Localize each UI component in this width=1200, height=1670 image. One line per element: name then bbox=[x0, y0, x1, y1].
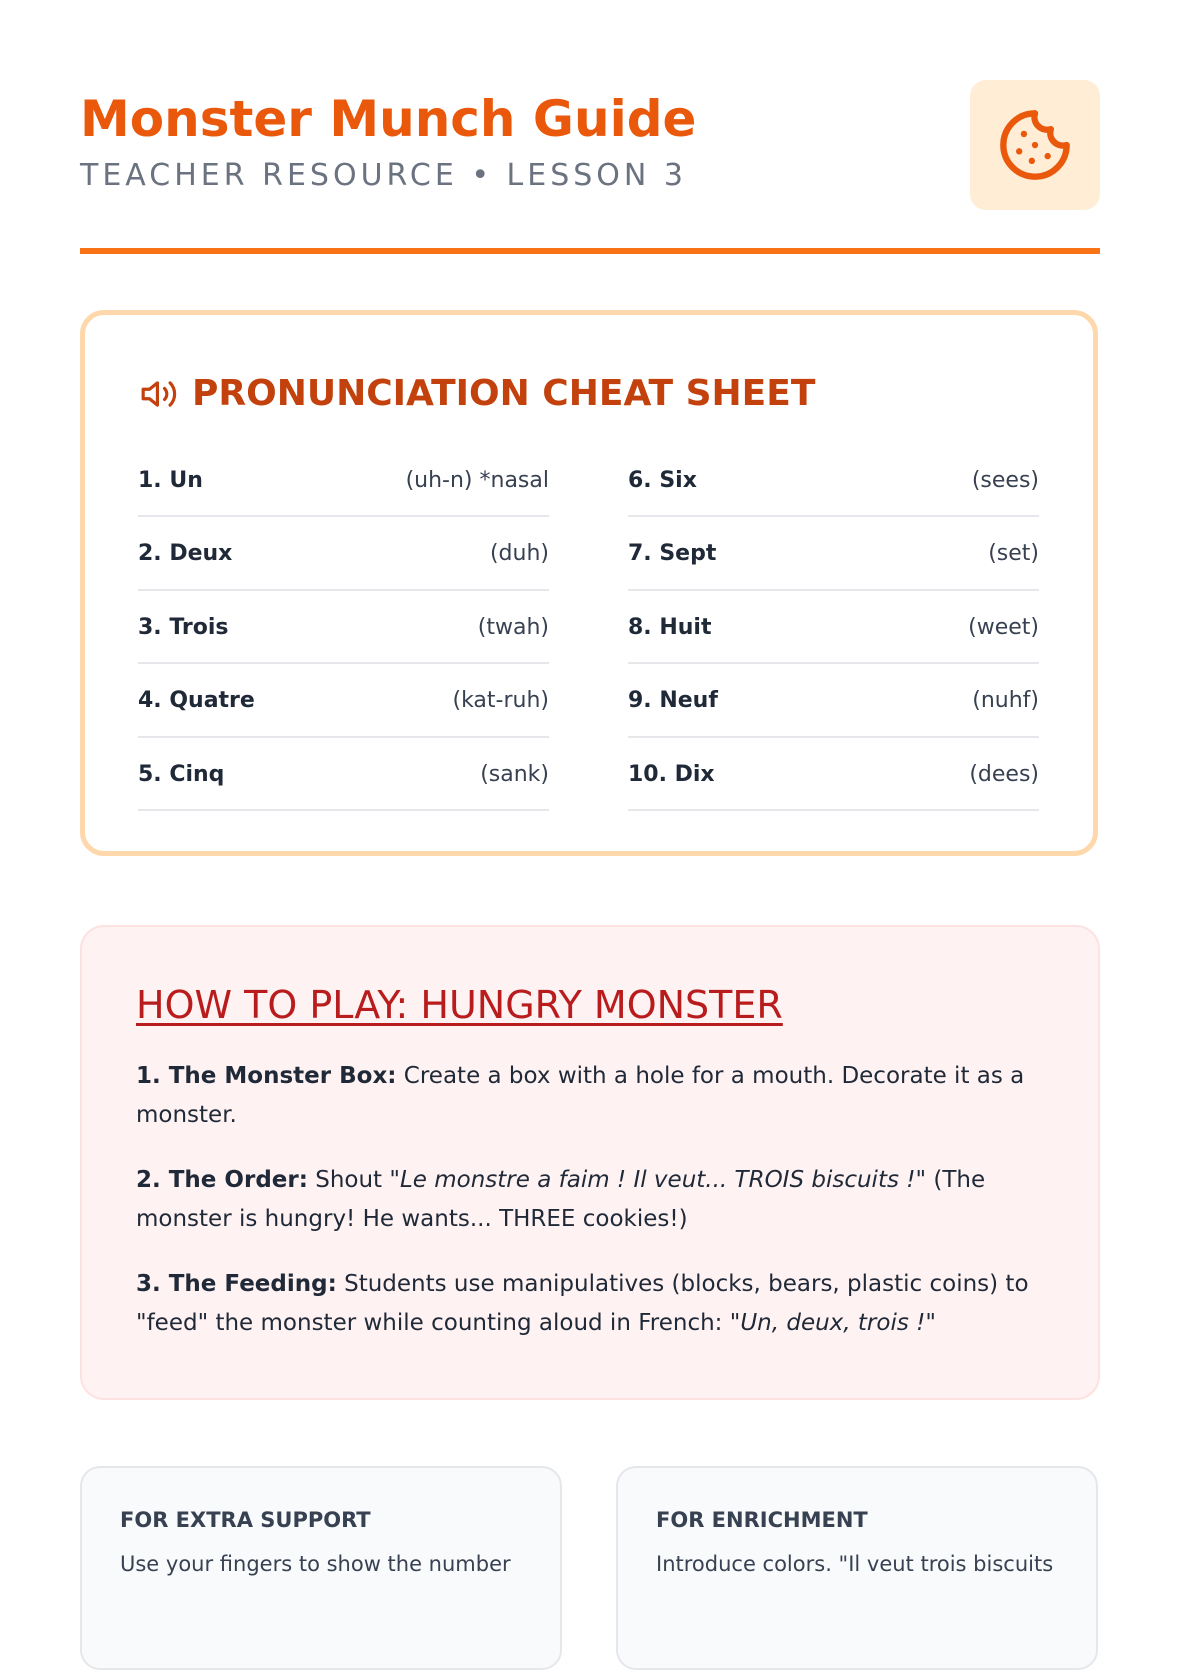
pronunciation-row bbox=[138, 445, 549, 517]
number-word: 3. Trois bbox=[138, 614, 229, 640]
tip-body: Introduce colors. "Il veut trois biscuits bbox=[656, 1552, 1054, 1576]
tip-title: FOR ENRICHMENT bbox=[656, 1508, 868, 1532]
number-word: 7. Sept bbox=[628, 541, 717, 566]
pronunciation-heading bbox=[140, 373, 815, 414]
pronunciation-card bbox=[80, 310, 1098, 856]
number-word: 4. Quatre bbox=[138, 688, 255, 713]
number-word: 8. Huit bbox=[628, 614, 712, 640]
step-text: Students use manipulatives (blocks, bears, plastic coins) to "feed" the monster while counting aloud in French: bbox=[136, 1271, 1029, 1336]
tip-body: Use your fingers to show the number bbox=[120, 1552, 511, 1576]
number-word: 9. Neuf bbox=[628, 688, 718, 713]
divider bbox=[80, 248, 1100, 254]
pronunciation-row bbox=[628, 592, 1039, 664]
pronunciation: (weet) bbox=[968, 614, 1039, 640]
pronunciation: (duh) bbox=[489, 541, 549, 566]
pronunciation: (twah) bbox=[477, 614, 549, 640]
step-text: Create a box with a hole for a mouth. Decorate it as a monster. bbox=[136, 1063, 1025, 1128]
number-word: 6. Six bbox=[628, 467, 697, 493]
game-heading: HOW TO PLAY: HUNGRY MONSTER bbox=[136, 983, 783, 1027]
step-quote: "Le monstre a faim ! Il veut... TROIS biscuits !" bbox=[389, 1167, 927, 1193]
number-word: 1. Un bbox=[138, 467, 203, 493]
cookie-icon bbox=[997, 107, 1073, 183]
number-word: 5. Cinq bbox=[138, 761, 225, 787]
heading-text: PRONUNCIATION CHEAT SHEET bbox=[192, 373, 816, 414]
step-translation: (The monster is hungry! He wants... THREE cookies!) bbox=[136, 1167, 986, 1232]
number-word: 2. Deux bbox=[138, 541, 233, 566]
step bbox=[136, 1265, 1036, 1343]
number-word: 10. Dix bbox=[628, 761, 715, 787]
pronunciation-row bbox=[138, 739, 549, 811]
page-title: Monster Munch Guide bbox=[80, 90, 697, 148]
tip-title: FOR EXTRA SUPPORT bbox=[120, 1508, 371, 1532]
page-subtitle: TEACHER RESOURCE • LESSON 3 bbox=[80, 158, 687, 193]
game-instructions-card bbox=[80, 925, 1100, 1400]
pronunciation: (dees) bbox=[969, 761, 1039, 787]
pronunciation-row bbox=[628, 666, 1039, 738]
pronunciation: (uh-n) *nasal bbox=[405, 467, 549, 493]
pronunciation-column-left bbox=[138, 445, 549, 813]
step-label: 3. The Feeding: bbox=[136, 1271, 337, 1297]
pronunciation: (kat-ruh) bbox=[452, 688, 549, 713]
step bbox=[136, 1161, 1036, 1239]
pronunciation-row bbox=[138, 666, 549, 738]
header bbox=[80, 80, 1100, 210]
step-text: Shout bbox=[307, 1167, 390, 1193]
logo bbox=[970, 80, 1100, 210]
pronunciation-row bbox=[138, 592, 549, 664]
speaker-icon bbox=[140, 375, 178, 413]
pronunciation-row bbox=[628, 445, 1039, 517]
step-label: 2. The Order: bbox=[136, 1167, 308, 1193]
pronunciation-row bbox=[138, 519, 549, 591]
pronunciation-row bbox=[628, 739, 1039, 811]
pronunciation-column-right bbox=[628, 445, 1039, 813]
pronunciation: (set) bbox=[988, 541, 1039, 566]
step bbox=[136, 1057, 1036, 1135]
game-steps bbox=[136, 1057, 1036, 1369]
enrichment-card bbox=[616, 1466, 1098, 1670]
extra-support-card bbox=[80, 1466, 562, 1670]
pronunciation: (sank) bbox=[480, 761, 549, 787]
pronunciation: (sees) bbox=[971, 467, 1039, 493]
pronunciation-row bbox=[628, 519, 1039, 591]
pronunciation: (nuhf) bbox=[972, 688, 1039, 713]
step-label: 1. The Monster Box: bbox=[136, 1063, 397, 1089]
step-quote: "Un, deux, trois !" bbox=[729, 1310, 936, 1336]
